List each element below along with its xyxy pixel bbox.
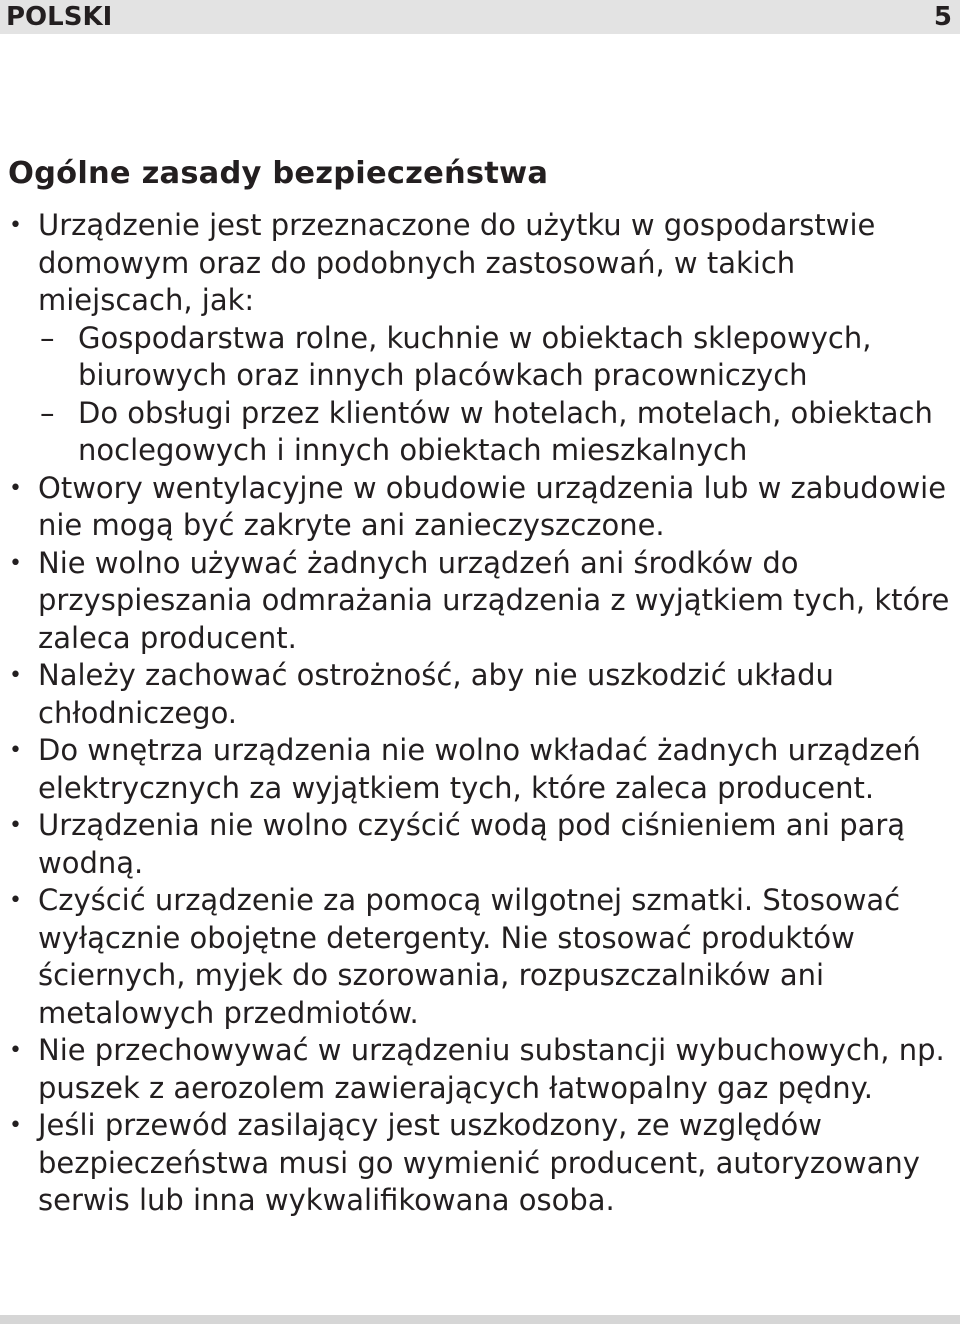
bullet-marker: •: [9, 738, 22, 763]
list-item-text: Do obsługi przez klientów w hotelach, motelach, obiektach noclegowych i innych obiektach mieszkalnych: [78, 395, 933, 467]
page-header: [0, 0, 960, 34]
list-item: [0, 657, 950, 732]
list-item-text: Należy zachować ostrożność, aby nie uszkodzić układu chłodniczego.: [38, 658, 834, 730]
list-item: [0, 207, 950, 320]
language-label: POLSKI: [6, 2, 113, 32]
list-item: [0, 1107, 950, 1220]
list-item: [0, 470, 950, 545]
list-item-text: Do wnętrza urządzenia nie wolno wkładać żadnych urządzeń elektrycznych za wyjątkiem tych, które zaleca producent.: [38, 733, 921, 805]
dash-marker: –: [40, 395, 55, 430]
bullet-marker: •: [9, 550, 22, 576]
list-item: [0, 882, 950, 1032]
dash-marker: –: [40, 320, 55, 355]
list-item-text: Nie wolno używać żadnych urządzeń ani środków do przyspieszania odmrażania urządzenia z wyjątkiem tych, które zaleca producent.: [38, 545, 950, 655]
list-item-text: Otwory wentylacyjne w obudowie urządzenia lub w zabudowie nie mogą być zakryte ani zanieczyszczone.: [38, 470, 947, 542]
bullet-marker: •: [9, 1038, 22, 1063]
footer-divider: [0, 1315, 960, 1324]
list-item-text: Gospodarstwa rolne, kuchnie w obiektach sklepowych, biurowych oraz innych placówkach pracowniczych: [78, 320, 872, 392]
bullet-marker: •: [9, 213, 22, 238]
sub-list-item: [0, 320, 950, 395]
list-item-text: Jeśli przewód zasilający jest uszkodzony, ze względów bezpieczeństwa musi go wymienić producent, autoryzowany serwis lub inna wykwalifikowana osoba.: [38, 1108, 920, 1217]
list-item: [0, 545, 950, 658]
sub-list-item: [0, 395, 950, 470]
list-item-text: Nie przechowywać w urządzeniu substancji wybuchowych, np. puszek z aerozolem zawierających łatwopalny gaz pędny.: [38, 1033, 945, 1105]
list-item-text: Czyścić urządzenie za pomocą wilgotnej szmatki. Stosować wyłącznie obojętne detergenty. Nie stosować produktów ściernych, myjek do szorowania, rozpuszczalników ani metalowych przedmiotów.: [38, 883, 901, 1030]
list-item: [0, 1032, 950, 1107]
page-number: 5: [933, 2, 952, 32]
bullet-marker: •: [9, 1113, 22, 1138]
list-item-text: Urządzenie jest przeznaczone do użytku w gospodarstwie domowym oraz do podobnych zastosowań, w takich miejscach, jak:: [38, 208, 876, 317]
bullet-marker: •: [9, 663, 22, 688]
bullet-marker: •: [9, 813, 22, 838]
safety-list: [0, 207, 950, 1220]
section-heading: Ogólne zasady bezpieczeństwa: [8, 156, 549, 191]
list-item: [0, 807, 950, 882]
bullet-marker: •: [9, 888, 22, 913]
list-item-text: Urządzenia nie wolno czyścić wodą pod ciśnieniem ani parą wodną.: [38, 808, 906, 880]
bullet-marker: •: [9, 475, 22, 501]
list-item: [0, 732, 950, 807]
